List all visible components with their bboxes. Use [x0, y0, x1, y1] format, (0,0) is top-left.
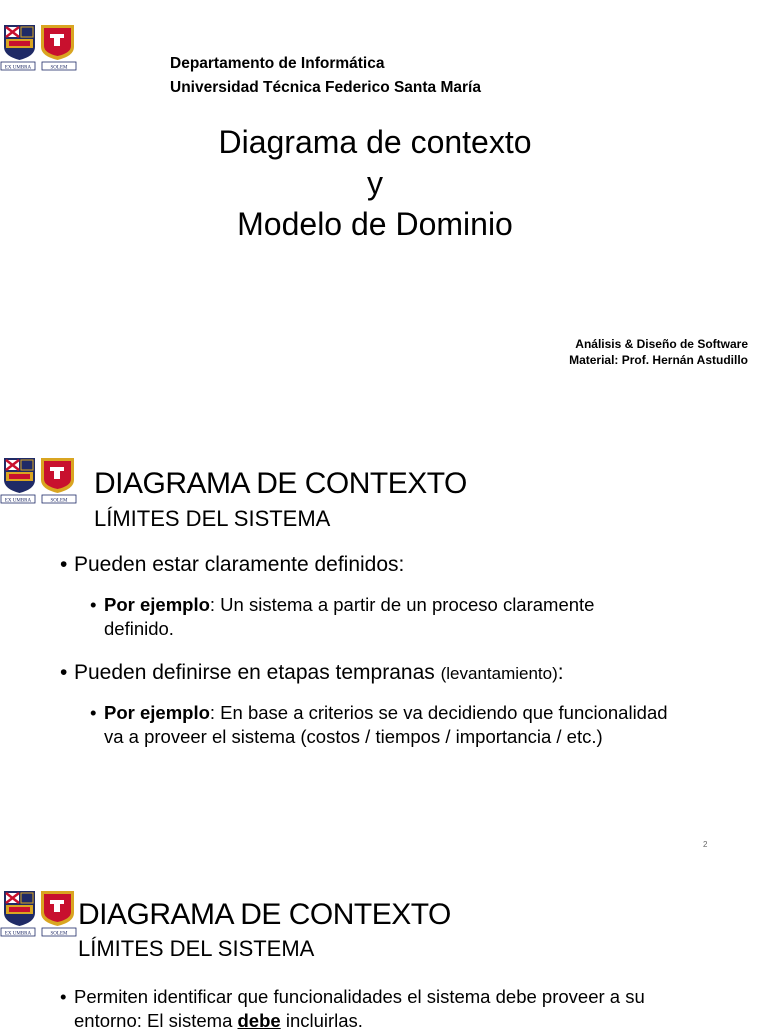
subbullet-continuation: va a proveer el sistema (costos / tiempos / importancia / etc.)	[104, 726, 603, 747]
bullet-text: Pueden definirse en etapas tempranas	[74, 661, 435, 684]
presentation-title	[0, 122, 750, 245]
subbullet-text: : En base a criterios se va decidiendo que funcionalidad	[209, 702, 668, 723]
shield-left-icon	[4, 891, 35, 926]
motto-left: EX UMBRA	[4, 498, 32, 504]
page-number: 2	[703, 840, 708, 849]
motto-right: SOLEM	[50, 65, 68, 71]
shield-left-icon	[4, 25, 35, 60]
slide-2-subbullet-2	[90, 701, 730, 749]
material-author: Material: Prof. Hernán Astudillo	[569, 353, 748, 367]
bullet-colon: :	[557, 661, 564, 684]
bullet-continuation-end: incluirlas.	[280, 1010, 363, 1031]
subbullet-continuation: definido.	[104, 618, 174, 639]
department-header	[170, 52, 481, 100]
slide-3-subtitle: LÍMITES DEL SISTEMA	[78, 936, 315, 961]
subbullet-emphasis: Por ejemplo	[104, 594, 210, 615]
slide-2-title: DIAGRAMA DE CONTEXTO	[94, 467, 467, 500]
bullet-text: Permiten identificar que funcionalidades el sistema debe proveer a su	[74, 986, 645, 1007]
bullet-parenthetical: (levantamiento)	[440, 664, 558, 683]
slide-3-title: DIAGRAMA DE CONTEXTO	[78, 898, 451, 931]
subbullet-emphasis: Por ejemplo	[104, 702, 210, 723]
university-logo	[0, 457, 78, 505]
slide-2-subbullet-1	[90, 593, 690, 641]
department-name: Departamento de Informática	[170, 55, 385, 72]
university-name: Universidad Técnica Federico Santa María	[170, 79, 481, 96]
motto-right: SOLEM	[50, 931, 68, 937]
shield-right-icon	[41, 458, 74, 493]
bullet-continuation-text: entorno: El sistema	[74, 1010, 238, 1031]
motto-left: EX UMBRA	[4, 65, 32, 71]
title-line-2: y	[367, 165, 383, 201]
slide-2-bullet-1	[60, 552, 404, 578]
university-logo	[0, 890, 78, 938]
course-name: Análisis & Diseño de Software	[575, 337, 748, 351]
bullet-dot-icon: •	[90, 594, 97, 615]
slide-2-subtitle: LÍMITES DEL SISTEMA	[94, 506, 331, 531]
shield-left-icon	[4, 458, 35, 493]
bullet-emphasis: debe	[237, 1010, 281, 1031]
bullet-dot-icon: •	[60, 661, 68, 684]
motto-right: SOLEM	[50, 498, 68, 504]
bullet-text: Pueden estar claramente definidos:	[74, 553, 405, 576]
title-line-1: Diagrama de contexto	[218, 124, 532, 160]
slide-3-bullet-1	[60, 985, 760, 1033]
subbullet-text: : Un sistema a partir de un proceso claramente	[209, 594, 595, 615]
motto-left: EX UMBRA	[4, 931, 32, 937]
bullet-continuation	[60, 1009, 760, 1033]
course-credits	[569, 336, 748, 368]
slide-2-bullet-2	[60, 660, 564, 687]
shield-right-icon	[41, 25, 74, 60]
bullet-dot-icon: •	[60, 553, 68, 576]
bullet-dot-icon: •	[90, 702, 97, 723]
title-line-3: Modelo de Dominio	[237, 206, 513, 242]
university-logo	[0, 24, 78, 72]
shield-right-icon	[41, 891, 74, 926]
bullet-dot-icon: •	[60, 986, 67, 1007]
